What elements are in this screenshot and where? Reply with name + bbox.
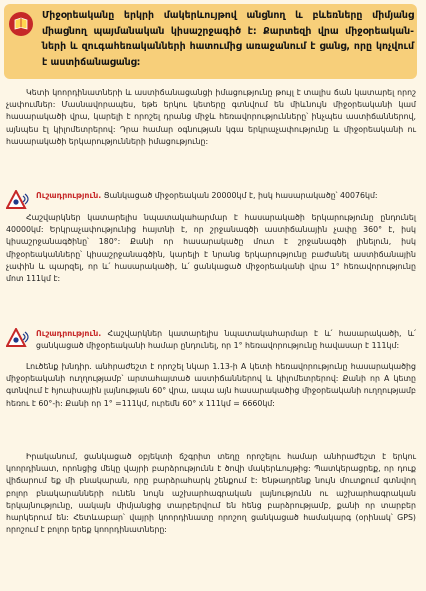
paragraph-problem: Լուծենք խնդիր. անհրաժեշտ է որոշել նկար 1.13-ի A կետի հեռավորությունը հասարակածից միջօրեականի ուղղությամբ՝ արտահայտած աստիճաններով և կիլոմետրերով: Քանի որ A կետը գտնվում է հյուսիսային լայնության 60° վրա, ապա այն հասարակածից միջօրեականի ուղղությամբ հեռու է 60°-ի: Քանի որ 1° =111կմ, ուրեմն 60° x 111կմ = 6660կմ: [6,362,416,408]
attention-text: Ցանկացած միջօրեական 20000կմ է, իսկ հասարակածը՝ 40076կմ: [103,191,378,200]
warning-sign-icon [6,328,32,348]
definition-box [4,4,417,79]
attention-note [6,190,416,202]
attention-text: Հաշվարկներ կատարելիս նպատակահարմար է և՛ հասարակածի, և՛ ցանկացած միջօրեականի համար ընդունել, որ 1° հեռավորությունը հավասար է 111կմ: [36,329,416,351]
study-book-icon [9,12,33,36]
attention-label: Ուշադրություն. [36,329,102,338]
warning-sign-icon [6,190,32,210]
definition-text: Միջօրեականը երկրի մակերևույթով անցնող և բևեռները միմյանց միացնող պայմանական կիսաշրջագիծ է: Քարտեզի վրա միջօրեական-ների և զուգահեռականների հատումից առաջանում է ցանց, որը կոչվում է աստիճանացանց: [42,10,414,68]
attention-note [6,328,416,352]
attention-label: Ուշադրություն. [36,191,102,200]
paragraph-calculation: Հաշվարկներ կատարելիս նպատակահարմար է հասարակածի երկարությունը ընդունել 40000կմ: Երկրաչափությունից հայտնի է, որ շրջանագծի աստիճանային չափը 360° է, իսկ կիսաշրջանագծինը՝ 180°: Քանի որ հասարակածը մուտ է շրջանագծի լինելուն, իսկ միջօրեականները՝ կիսաշրջանագծին, կարելի է նրանց երկարությունը բաժանել աստիճանային չափին և պարզել, որ և՛ հասարակածի, և՛ ցանկացած միջօրեականի վրա 1° հեռավորությունը մոտ 111կմ է: [6,213,416,284]
paragraph-coordinates: Կետի կոորդինատների և աստիճանացանցի իմացությունը թույլ է տալիս ճան կատարել որոշ չափումներ: Մասնավորապես, եթե երկու կետերը գտնվում են միևնույն միջօրեականի կամ հասարակածի վրա, կարելի է որոշել դրանց միջև հեռավորությունները՝ ինչպես աստիճաններով, այնպես էլ կիլոմետրերով: Դրա համար օգնության կգա երկրաչափությունը և միջօրեականի ու հասարակածի երկարությունների իմացությունը: [6,88,416,146]
paragraph-gps: Իրականում, ցանկացած օբյեկտի ճշգրիտ տեղը որոշելու համար անհրաժեշտ է երկու կոորդինատ, որոնցից մեկը վայրի բարձրությունն է ծովի մակերևույթից: Պատկերացրեք, որ դուք վիճարում եք մի բնակարան, որը բարձրահարկ շենքում է: Ենթադրենք նույն մուտքում գտնվող բոլոր բնակարանների ունեն նույն աշխարհագրական լայնությունն ու աշխարհագրական երկայնությունը, սակայն միմյանցից տարբերվում են հենց բարձրությամբ, քանի որ տարբեր հարկերում են: Հետևաբար՝ վայրի կոորդինատը որոշող ցանկացած համակարգ (օրինակ՝ GPS) որոշում է բոլոր երեք կոորդինատները: [6,452,416,535]
